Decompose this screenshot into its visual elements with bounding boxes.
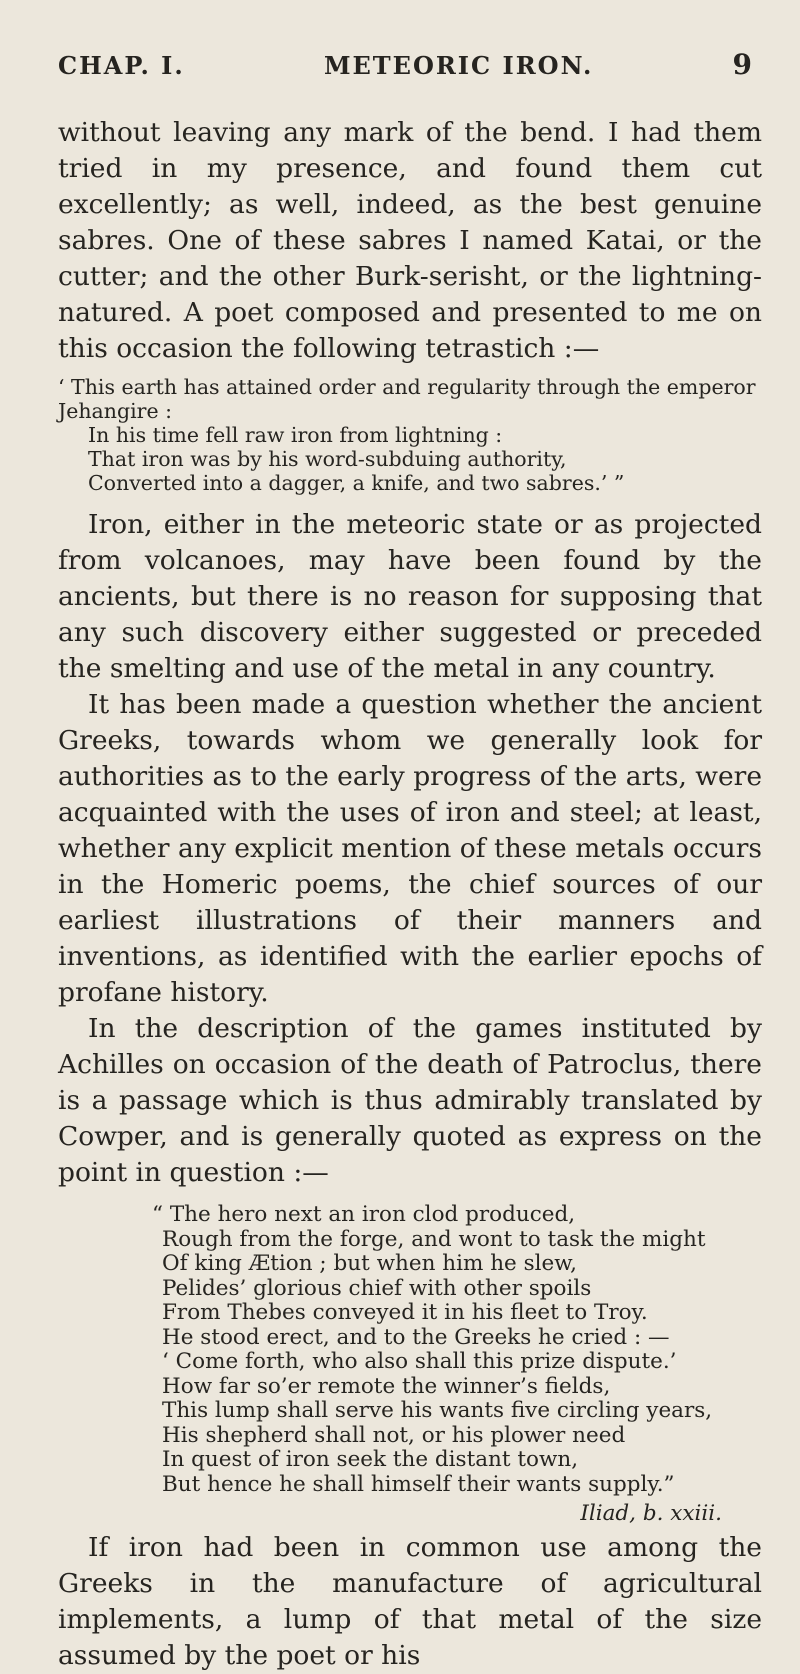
verse-line: From Thebes conveyed it in his fleet to Troy. bbox=[162, 1300, 648, 1325]
verse-line: His shepherd shall not, or his plower need bbox=[162, 1422, 626, 1448]
chapter-label: CHAP. I. bbox=[58, 51, 185, 80]
verse-line: That iron was by his word-subduing authority, bbox=[88, 447, 567, 471]
tetrastich-quote bbox=[58, 375, 762, 495]
verse-line: He stood erect, and to the Greeks he cried : — bbox=[162, 1324, 670, 1350]
cowper-quote bbox=[58, 1203, 762, 1497]
verse-line: ‘ Come forth, who also shall this prize dispute.’ bbox=[162, 1349, 677, 1374]
paragraph-1: without leaving any mark of the bend. I had them tried in my presence, and found them cut excellently; as well, indeed, as the best genuine sabres. One of these sabres I named Katai, or the cutter; and the other Burk-serisht, or the lightning-natured. A poet composed and presented to me on this occasion the following tetrastich :— bbox=[58, 117, 762, 364]
verse-line: Of king Ætion ; but when him he slew, bbox=[162, 1251, 577, 1276]
verse-line: Rough from the forge, and wont to task the might bbox=[162, 1226, 706, 1252]
verse-line: ‘ This earth has attained order and regularity through the emperor Jehangire : bbox=[58, 375, 756, 423]
paragraph-2: Iron, either in the meteoric state or as projected from volcanoes, may have been found by the ancients, but there is no reason for supposing that any such discovery either suggested or preceded the smelting and use of the metal in any country. bbox=[58, 509, 762, 684]
paragraph-4: In the description of the games instituted by Achilles on occasion of the death of Patroclus, there is a passage which is thus admirably translated by Cowper, and is generally quoted as express on the point in question :— bbox=[58, 1013, 762, 1188]
verse-line: But hence he shall himself their wants supply.” bbox=[162, 1471, 675, 1497]
citation bbox=[58, 1501, 762, 1526]
verse-line: Converted into a dagger, a knife, and two sabres.’ ” bbox=[88, 471, 625, 495]
paragraph-5: If iron had been in common use among the Greeks in the manufacture of agricultural implements, a lump of that metal of the size assumed by the poet or his bbox=[58, 1532, 762, 1671]
verse-line: Pelides’ glorious chief with other spoils bbox=[162, 1275, 592, 1301]
running-title: METEORIC IRON. bbox=[323, 51, 594, 80]
verse-line: In quest of iron seek the distant town, bbox=[162, 1447, 579, 1472]
page-number: 9 bbox=[732, 48, 752, 81]
citation-text: Iliad, b. xxiii. bbox=[580, 1501, 722, 1526]
paragraph-3: It has been made a question whether the ancient Greeks, towards whom we generally look for authorities as to the early progress of the arts, were acquainted with the uses of iron and steel; at least, whether any explicit mention of these metals occurs in the Homeric poems, the chief sources of our earliest illustrations of their manners and inventions, as identified with the earlier epochs of profane history. bbox=[58, 689, 763, 1008]
verse-line: This lump shall serve his wants five circling years, bbox=[162, 1398, 713, 1423]
verse-line: How far so’er remote the winner’s fields, bbox=[162, 1373, 611, 1399]
verse-line: In his time fell raw iron from lightning : bbox=[88, 423, 503, 447]
verse-line: “ The hero next an iron clod produced, bbox=[152, 1202, 576, 1227]
running-header bbox=[58, 48, 762, 81]
